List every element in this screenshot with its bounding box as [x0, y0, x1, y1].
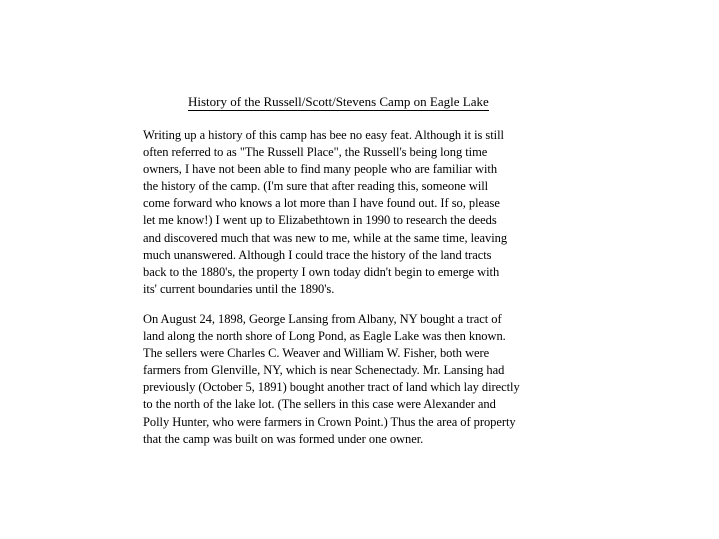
text-line: land along the north shore of Long Pond, as Eagle Lake was then known.	[143, 329, 506, 344]
text-line: come forward who knows a lot more than I have found out. If so, please	[143, 196, 500, 211]
text-line: Polly Hunter, who were farmers in Crown Point.) Thus the area of property	[143, 414, 516, 429]
paragraph-lansing-purchase	[143, 311, 583, 448]
text-line: Writing up a history of this camp has bee no easy feat. Although it is still	[143, 128, 504, 142]
document-title: History of the Russell/Scott/Stevens Camp on Eagle Lake	[188, 94, 489, 109]
text-line: often referred to as "The Russell Place", the Russell's being long time	[143, 145, 488, 160]
text-line: On August 24, 1898, George Lansing from Albany, NY bought a tract of	[143, 312, 502, 326]
text-line: let me know!) I went up to Elizabethtown in 1990 to research the deeds	[143, 213, 497, 228]
paragraph-history-intro	[143, 127, 583, 298]
text-line: farmers from Glenville, NY, which is near Schenectady. Mr. Lansing had	[143, 363, 505, 378]
text-line: previously (October 5, 1891) bought another tract of land which lay directly	[143, 380, 520, 395]
text-line: The sellers were Charles C. Weaver and William W. Fisher, both were	[143, 346, 490, 361]
text-line: back to the 1880's, the property I own today didn't begin to emerge with	[143, 264, 500, 279]
text-line: much unanswered. Although I could trace the history of the land tracts	[143, 247, 492, 262]
text-line: and discovered much that was new to me, while at the same time, leaving	[143, 230, 508, 245]
text-line: that the camp was built on was formed under one owner.	[143, 431, 424, 446]
text-line: owners, I have not been able to find many people who are familiar with	[143, 162, 498, 177]
text-line: to the north of the lake lot. (The sellers in this case were Alexander and	[143, 397, 496, 412]
text-line: its' current boundaries until the 1890's.	[143, 281, 335, 296]
text-line: the history of the camp. (I'm sure that after reading this, someone will	[143, 179, 489, 194]
